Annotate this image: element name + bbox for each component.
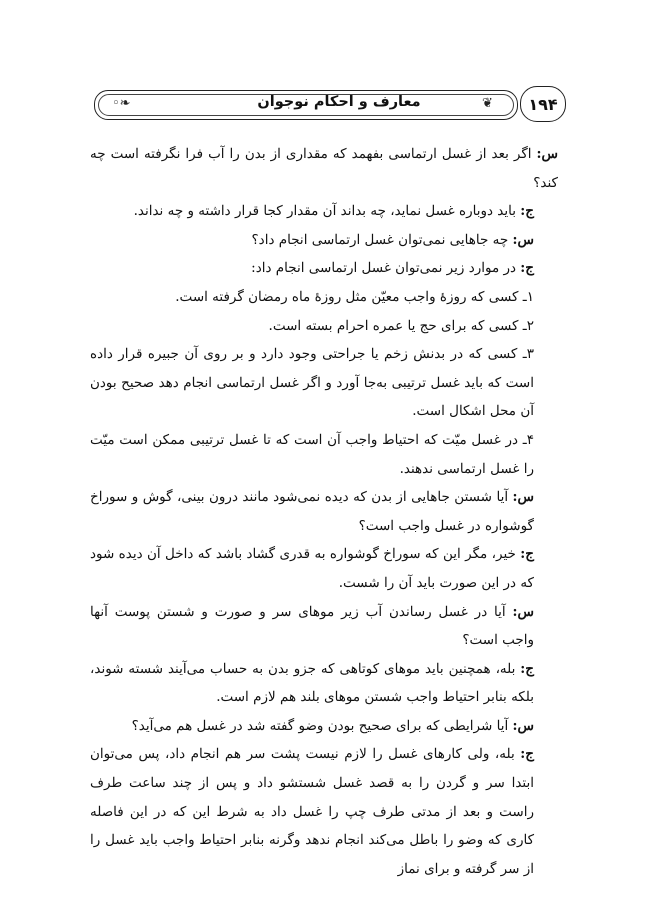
paragraph-text: باید دوباره غسل نماید، چه بداند آن مقدار کجا قرار داشته و چه نداند. — [133, 203, 521, 220]
paragraph-text: آیا شرایطی که برای صحیح بودن وضو گفته شد در غسل هم می‌آید؟ — [131, 717, 513, 734]
qa-label: ج: — [520, 203, 534, 220]
paragraph — [90, 283, 558, 312]
paragraph-text: اگر بعد از غسل ارتماسی بفهمد که مقداری از بدن را آب فرا نگرفته است چه کند؟ — [90, 146, 558, 191]
paragraph-text: آیا شستن جاهایی از بدن که دیده نمی‌شود مانند درون بینی، گوش و سوراخ گوشواره در غسل واجب است؟ — [90, 489, 534, 534]
qa-label: س: — [512, 489, 534, 506]
qa-label: ج: — [520, 546, 534, 563]
paragraph — [90, 598, 558, 655]
paragraph-text: آیا در غسل رساندن آب زیر موهای سر و صورت و شستن پوست آنها واجب است؟ — [90, 603, 534, 649]
paragraph — [90, 540, 558, 597]
paragraph — [90, 340, 558, 426]
paragraph-text: در موارد زیر نمی‌توان غسل ارتماسی انجام داد: — [251, 260, 521, 277]
paragraph — [90, 712, 558, 741]
paragraph — [90, 254, 558, 283]
paragraph — [90, 426, 558, 483]
body-text — [90, 140, 558, 883]
paragraph — [90, 740, 558, 883]
paragraph-text: بله، همچنین باید موهای کوتاهی که جزو بدن به حساب می‌آیند شسته شوند، بلکه بنابر احتیاط واجب شستن موهای بلند هم لازم است. — [90, 660, 534, 706]
qa-label: س: — [512, 717, 534, 734]
paragraph — [90, 226, 558, 255]
paragraph-text: بله، ولی کارهای غسل را لازم نیست پشت سر هم انجام داد، پس می‌توان ابتدا سر و گردن را به قصد غسل شستشو داد و پس از چند ساعت طرف راست و بعد از مدتی طرف چپ را غسل داد به شرط این که در این فاصله کاری که وضو را باطل می‌کند انجام ندهد وگرنه بنابر احتیاط واجب باید غسل را از سر گرفته و برای نماز — [90, 746, 534, 877]
qa-label: س: — [536, 146, 558, 162]
paragraph — [90, 197, 558, 226]
page-number: ۱۹۴ — [520, 86, 566, 122]
qa-label: ج: — [520, 660, 534, 677]
paragraph — [90, 483, 558, 540]
paragraph — [90, 655, 558, 712]
paragraph — [90, 312, 558, 341]
qa-label: س: — [512, 231, 534, 248]
ornament-right-icon: ❦ — [482, 96, 493, 111]
page-title: معارف و احکام نوجوان — [257, 94, 421, 110]
paragraph — [90, 140, 558, 197]
paragraph-text: ۴ـ در غسل میّت که احتیاط واجب آن است که تا غسل ترتیبی ممکن است میّت را غسل ارتماسی ندهند. — [90, 431, 534, 477]
qa-label: ج: — [520, 746, 534, 763]
qa-label: س: — [512, 603, 534, 620]
page-header — [84, 84, 566, 124]
paragraph-text: خیر، مگر این که سوراخ گوشواره به قدری گشاد باشد که داخل آن دیده شود که در این صورت باید آن را شست. — [90, 546, 534, 591]
paragraph-text: چه جاهایی نمی‌توان غسل ارتماسی انجام داد؟ — [251, 231, 513, 248]
paragraph-text: ۲ـ کسی که برای حج یا عمره احرام بسته است. — [268, 317, 534, 334]
paragraph-text: ۱ـ کسی که روزهٔ واجب معیّن مثل روزهٔ ماه رمضان گرفته است. — [175, 288, 534, 305]
paragraph-text: ۳ـ کسی که در بدنش زخم یا جراحتی وجود دارد و بر روی آن جبیره قرار داده است که باید غسل ترتیبی به‌جا آورد و اگر غسل ارتماسی انجام دهد صحیح بودن آن محل اشکال است. — [90, 346, 534, 420]
ornament-left-icon: ◦❧ — [112, 96, 131, 111]
qa-label: ج: — [520, 260, 534, 277]
